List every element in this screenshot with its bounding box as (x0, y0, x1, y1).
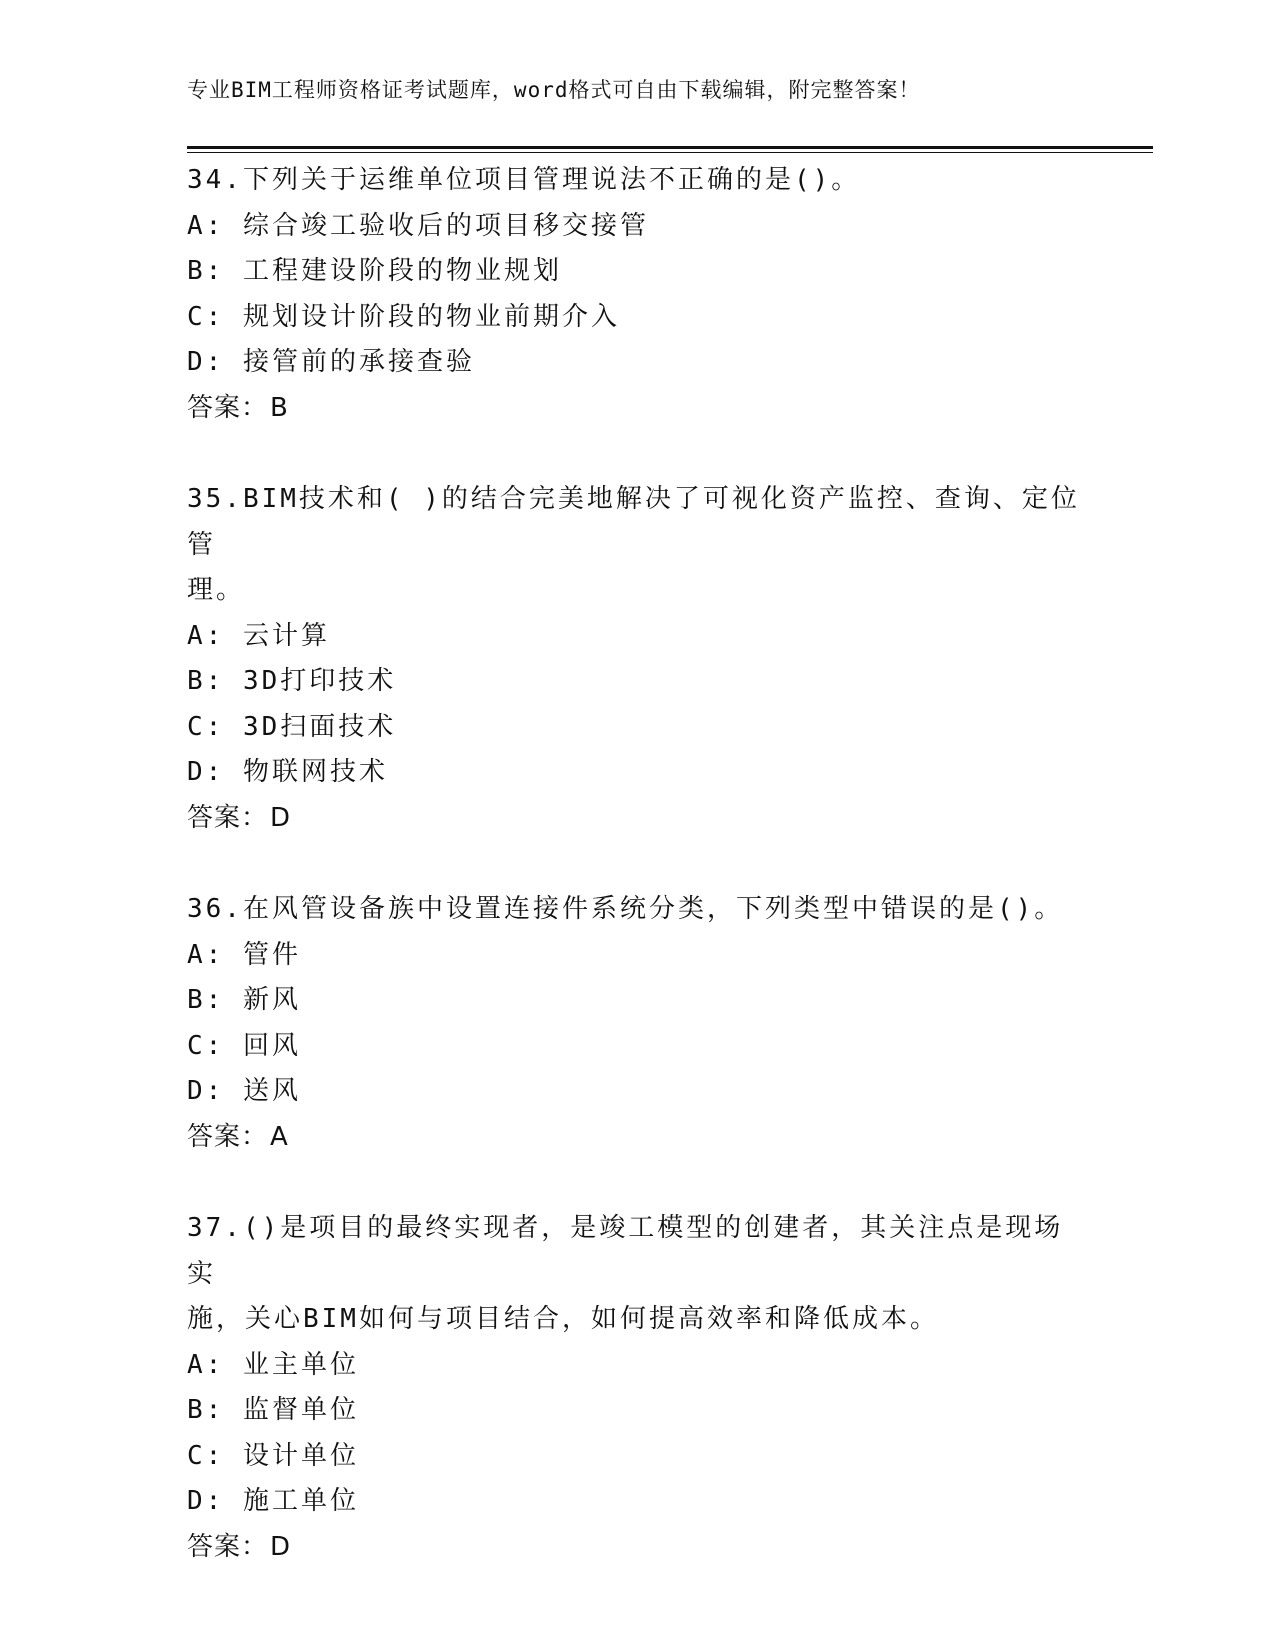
option-b (187, 1388, 1087, 1434)
option-a (187, 1343, 1087, 1389)
option-letter: C: (187, 301, 225, 332)
question-stem-continued: 施，关心BIM如何与项目结合，如何提高效率和降低成本。 (187, 1304, 939, 1334)
answer (187, 1525, 1087, 1571)
question-35 (187, 477, 1087, 841)
option-d (187, 340, 1087, 386)
option-b (187, 249, 1087, 295)
question-stem: 36.在风管设备族中设置连接件系统分类，下列类型中错误的是()。 (187, 894, 1064, 924)
option-letter: B: (187, 256, 225, 286)
option-c (187, 705, 1087, 751)
answer-label: 答案： (187, 1121, 269, 1152)
answer (187, 386, 1087, 432)
option-text: 施工单位 (242, 1486, 359, 1516)
option-text: 新风 (242, 985, 301, 1015)
option-text: 工程建设阶段的物业规划 (242, 256, 562, 286)
option-c (187, 1434, 1087, 1480)
option-text: 业主单位 (242, 1349, 359, 1380)
answer-value: D (270, 1531, 292, 1562)
option-text: 云计算 (242, 620, 330, 651)
option-d (187, 1479, 1087, 1525)
answer-value: D (270, 802, 292, 833)
option-letter: C: (187, 1030, 225, 1061)
option-letter: B: (187, 985, 225, 1015)
question-37 (187, 1206, 1087, 1570)
question-34 (187, 158, 1087, 431)
option-letter: D: (187, 1486, 225, 1516)
option-d (187, 750, 1087, 796)
option-letter: A: (187, 620, 225, 651)
answer-value: B (270, 392, 289, 423)
answer-label: 答案： (187, 392, 269, 423)
option-text: 3D打印技术 (242, 666, 397, 696)
option-d (187, 1069, 1087, 1115)
question-stem: 35.BIM技术和( )的结合完美地解决了可视化资产监控、查询、定位管 (187, 484, 1080, 560)
option-letter: C: (187, 711, 225, 742)
page-header: 专业BIM工程师资格证考试题库，word格式可自由下载编辑，附完整答案！ (187, 78, 921, 102)
option-c (187, 1024, 1087, 1070)
option-letter: A: (187, 1349, 225, 1380)
option-text: 设计单位 (242, 1440, 359, 1471)
answer-label: 答案： (187, 802, 269, 833)
option-letter: A: (187, 210, 225, 241)
question-stem-continued: 理。 (187, 575, 246, 605)
option-text: 物联网技术 (242, 757, 388, 787)
option-text: 送风 (242, 1076, 301, 1106)
option-text: 综合竣工验收后的项目移交接管 (242, 210, 649, 241)
question-stem: 34.下列关于运维单位项目管理说法不正确的是()。 (187, 165, 861, 195)
option-a (187, 933, 1087, 979)
option-letter: D: (187, 1076, 225, 1106)
option-a (187, 204, 1087, 250)
option-text: 3D扫面技术 (242, 711, 397, 742)
option-letter: A: (187, 939, 225, 970)
answer (187, 796, 1087, 842)
question-36 (187, 887, 1087, 1160)
option-text: 管件 (242, 939, 301, 970)
option-text: 监督单位 (242, 1395, 359, 1425)
answer (187, 1115, 1087, 1161)
answer-value: A (270, 1121, 289, 1152)
question-list (187, 158, 1087, 1570)
answer-label: 答案： (187, 1531, 269, 1562)
option-letter: D: (187, 757, 225, 787)
option-letter: B: (187, 666, 225, 696)
option-letter: C: (187, 1440, 225, 1471)
option-text: 接管前的承接查验 (242, 347, 475, 377)
option-letter: D: (187, 347, 225, 377)
option-b (187, 978, 1087, 1024)
option-text: 规划设计阶段的物业前期介入 (242, 301, 620, 332)
header-divider (187, 146, 1153, 153)
option-a (187, 614, 1087, 660)
question-stem: 37.()是项目的最终实现者，是竣工模型的创建者，其关注点是现场实 (187, 1213, 1064, 1289)
option-b (187, 659, 1087, 705)
option-letter: B: (187, 1395, 225, 1425)
option-text: 回风 (242, 1030, 301, 1061)
option-c (187, 295, 1087, 341)
